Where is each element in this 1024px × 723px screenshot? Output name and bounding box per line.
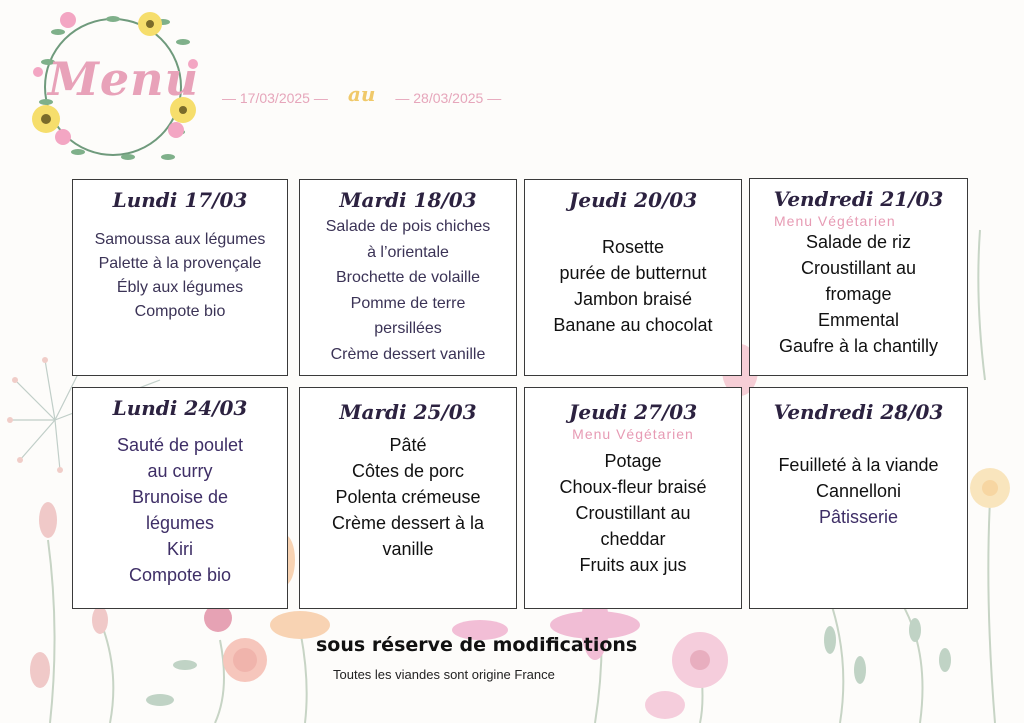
- date-connector: au: [347, 82, 376, 106]
- day-title: Mardi 25/03: [339, 400, 477, 424]
- dish-list: [525, 448, 741, 578]
- day-title: Jeudi 27/03: [568, 400, 698, 424]
- dish-item: Salade de riz: [805, 232, 912, 252]
- dish-item: Samoussa aux légumes: [94, 231, 266, 248]
- day-title: Jeudi 20/03: [568, 188, 698, 212]
- dish-list: [73, 228, 287, 324]
- dish-list: [300, 214, 516, 367]
- dish-item: Ébly aux légumes: [116, 279, 244, 296]
- dish-item: Cannelloni: [815, 481, 902, 501]
- day-card-jeudi-20: [524, 179, 742, 376]
- menu-title: Menu: [48, 52, 200, 106]
- rose-decoration: [204, 604, 267, 682]
- dish-list: [750, 452, 967, 530]
- dish-item: Feuilleté à la viande: [778, 455, 939, 475]
- vegetarian-label: Menu Végétarien: [572, 426, 694, 442]
- dish-item: persillées: [374, 320, 442, 337]
- dish-list: [300, 432, 516, 562]
- yellow-flower-decoration: [970, 468, 1010, 508]
- day-title: Vendredi 21/03: [773, 187, 944, 211]
- dish-list: [525, 234, 741, 338]
- dish-item: Potage: [604, 451, 662, 471]
- dish-item: Gaufre à la chantilly: [778, 336, 939, 356]
- day-title: Vendredi 28/03: [773, 400, 944, 424]
- dish-item: au curry: [147, 461, 213, 481]
- dish-item: Crème dessert vanille: [330, 345, 486, 363]
- dish-item: Sauté de poulet: [116, 435, 244, 455]
- dish-item: Compote bio: [128, 565, 232, 585]
- dish-item: Pâté: [389, 435, 427, 455]
- day-card-lundi-17: [72, 179, 288, 376]
- day-title: Lundi 24/03: [112, 396, 248, 420]
- dish-item: Crème dessert à la: [331, 513, 485, 533]
- dish-item: à l’orientale: [367, 243, 449, 261]
- dish-item: Côtes de porc: [351, 461, 465, 481]
- day-card-lundi-24: [72, 387, 288, 609]
- dish-item: Polenta crémeuse: [335, 487, 481, 507]
- day-card-vendredi-21: [749, 178, 968, 376]
- modification-notice: sous réserve de modifications: [316, 634, 638, 656]
- dish-item: Fruits aux jus: [579, 555, 687, 575]
- dish-item: vanille: [382, 539, 434, 559]
- date-start: — 17/03/2025 —: [222, 90, 328, 106]
- dish-item: Compote bio: [134, 303, 226, 320]
- day-title: Lundi 17/03: [112, 188, 248, 212]
- dish-list: [73, 432, 287, 588]
- dish-item: fromage: [825, 284, 892, 304]
- pink-flower-decoration: [645, 632, 728, 719]
- dish-list: [750, 229, 967, 359]
- day-title: Mardi 18/03: [339, 188, 477, 212]
- dish-item: Kiri: [167, 539, 193, 559]
- day-card-jeudi-27: [524, 387, 742, 609]
- date-range: [222, 82, 502, 110]
- dish-item: légumes: [145, 513, 215, 533]
- date-end: — 28/03/2025 —: [395, 90, 502, 106]
- meat-origin-note: Toutes les viandes sont origine France: [333, 667, 555, 682]
- day-card-mardi-25: [299, 387, 517, 609]
- dish-item: purée de butternut: [559, 263, 707, 283]
- dish-item: Salade de pois chiches: [325, 218, 491, 235]
- dish-item: Croustillant au: [575, 503, 691, 523]
- dish-item: Brochette de volaille: [335, 269, 481, 286]
- dish-item: Emmental: [817, 310, 900, 330]
- dish-item: Palette à la provençale: [98, 255, 262, 272]
- day-card-mardi-18: [299, 179, 517, 376]
- dish-item: cheddar: [600, 529, 666, 549]
- dish-item: Rosette: [601, 237, 665, 257]
- dish-item: Banane au chocolat: [553, 315, 713, 335]
- dish-item: Pomme de terre: [350, 294, 466, 312]
- dish-item: Pâtisserie: [818, 507, 899, 527]
- dish-item: Jambon braisé: [573, 289, 693, 309]
- dish-item: Croustillant au: [800, 258, 917, 278]
- dish-item: Brunoise de: [131, 487, 229, 507]
- day-card-vendredi-28: [749, 387, 968, 609]
- dish-item: Choux-fleur braisé: [559, 477, 707, 497]
- vegetarian-label: Menu Végétarien: [774, 213, 896, 229]
